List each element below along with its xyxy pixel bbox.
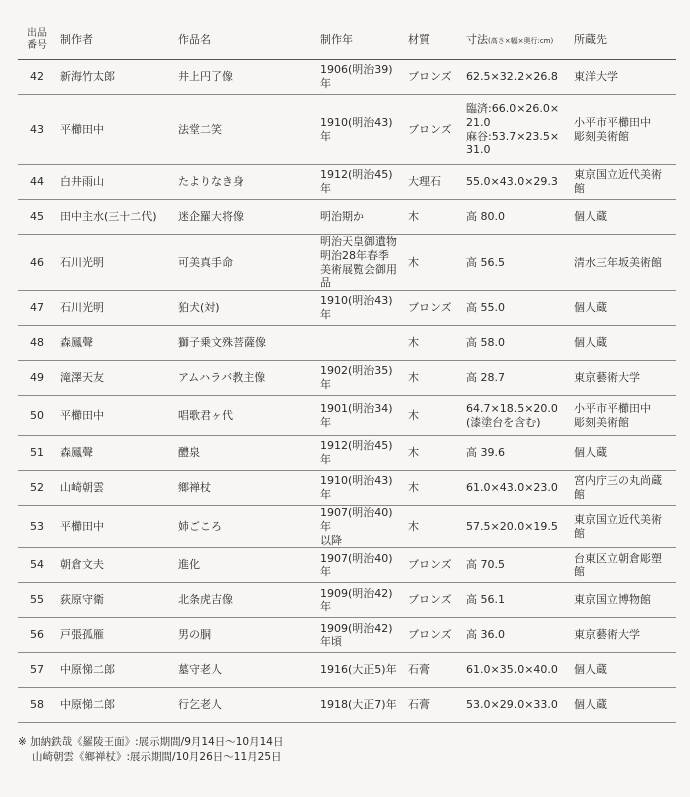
cell-title: 墓守老人	[174, 653, 316, 688]
cell-material: ブロンズ	[404, 548, 462, 583]
cell-year: 明治期か	[316, 200, 404, 235]
exhibit-table	[18, 22, 676, 723]
header-dimensions	[462, 22, 570, 60]
header-owner: 所蔵先	[570, 22, 676, 60]
cell-title: 醴泉	[174, 436, 316, 471]
cell-year: 1907(明治40)年	[316, 548, 404, 583]
cell-title: 井上円了像	[174, 60, 316, 95]
cell-year: 1910(明治43)年	[316, 291, 404, 326]
cell-dimensions: 55.0×43.0×29.3	[462, 165, 570, 200]
cell-dimensions: 高 56.5	[462, 235, 570, 291]
cell-num: 43	[18, 95, 56, 165]
header-dimensions-note: (高さ×幅×奥行:cm)	[488, 37, 554, 46]
cell-artist: 平櫛田中	[56, 506, 174, 548]
cell-num: 57	[18, 653, 56, 688]
cell-owner: 個人蔵	[570, 326, 676, 361]
cell-owner: 個人蔵	[570, 688, 676, 723]
cell-year: 1909(明治42)年	[316, 583, 404, 618]
note-line: 山崎朝雲《鄉禅杖》:展示期間/10月26日〜11月25日	[32, 751, 282, 764]
cell-artist: 朝倉文夫	[56, 548, 174, 583]
cell-artist: 中原悌二郎	[56, 653, 174, 688]
cell-artist: 新海竹太郎	[56, 60, 174, 95]
cell-artist: 石川光明	[56, 235, 174, 291]
cell-owner: 東京国立博物館	[570, 583, 676, 618]
table-header-row	[18, 22, 676, 60]
cell-title: 迷企羅大将像	[174, 200, 316, 235]
cell-num: 58	[18, 688, 56, 723]
cell-dimensions: 62.5×32.2×26.8	[462, 60, 570, 95]
cell-title: アムハラバ教主像	[174, 361, 316, 396]
cell-material: 木	[404, 361, 462, 396]
cell-num: 48	[18, 326, 56, 361]
cell-owner: 個人蔵	[570, 436, 676, 471]
cell-artist: 戸張孤雁	[56, 618, 174, 653]
table-row	[18, 618, 676, 653]
cell-owner: 個人蔵	[570, 291, 676, 326]
cell-artist: 中原悌二郎	[56, 688, 174, 723]
cell-material: 石膏	[404, 688, 462, 723]
cell-title: 北条虎吉像	[174, 583, 316, 618]
cell-material: 木	[404, 396, 462, 436]
table-row	[18, 548, 676, 583]
table-row	[18, 653, 676, 688]
cell-dimensions: 61.0×43.0×23.0	[462, 471, 570, 506]
cell-year: 1907(明治40)年 以降	[316, 506, 404, 548]
table-row	[18, 95, 676, 165]
cell-artist: 荻原守衛	[56, 583, 174, 618]
cell-artist: 森鳳聲	[56, 436, 174, 471]
table-row	[18, 165, 676, 200]
cell-year: 1909(明治42)年頃	[316, 618, 404, 653]
note-line: ※ 加納鉄哉《羅陵王面》:展示期間/9月14日〜10月14日	[18, 736, 284, 749]
table-row	[18, 235, 676, 291]
cell-year: 1901(明治34)年	[316, 396, 404, 436]
cell-year: 1918(大正7)年	[316, 688, 404, 723]
cell-dimensions: 高 80.0	[462, 200, 570, 235]
cell-owner: 宮内庁三の丸尚蔵館	[570, 471, 676, 506]
cell-artist: 山崎朝雲	[56, 471, 174, 506]
cell-num: 42	[18, 60, 56, 95]
cell-dimensions: 高 39.6	[462, 436, 570, 471]
cell-title: 男の胴	[174, 618, 316, 653]
cell-title: 鄉禅杖	[174, 471, 316, 506]
table-row	[18, 396, 676, 436]
cell-dimensions: 臨済:66.0×26.0× 21.0 麻谷:53.7×23.5× 31.0	[462, 95, 570, 165]
cell-material: 石膏	[404, 653, 462, 688]
cell-dimensions: 高 56.1	[462, 583, 570, 618]
cell-material: 木	[404, 326, 462, 361]
cell-year	[316, 326, 404, 361]
cell-num: 49	[18, 361, 56, 396]
cell-owner: 東京藝術大学	[570, 361, 676, 396]
cell-owner: 東洋大学	[570, 60, 676, 95]
table-row	[18, 506, 676, 548]
cell-material: ブロンズ	[404, 618, 462, 653]
header-artist: 制作者	[56, 22, 174, 60]
cell-title: 行乞老人	[174, 688, 316, 723]
cell-material: 木	[404, 471, 462, 506]
cell-num: 52	[18, 471, 56, 506]
header-material: 材質	[404, 22, 462, 60]
table-row	[18, 583, 676, 618]
table-row	[18, 326, 676, 361]
cell-owner: 東京国立近代美術館	[570, 165, 676, 200]
table-row	[18, 60, 676, 95]
cell-dimensions: 高 28.7	[462, 361, 570, 396]
catalog-page	[18, 22, 676, 766]
cell-year: 1910(明治43)年	[316, 95, 404, 165]
cell-num: 45	[18, 200, 56, 235]
cell-owner: 個人蔵	[570, 200, 676, 235]
cell-title: 姉ごころ	[174, 506, 316, 548]
cell-material: 木	[404, 200, 462, 235]
cell-artist: 石川光明	[56, 291, 174, 326]
table-row	[18, 291, 676, 326]
cell-year: 1916(大正5)年	[316, 653, 404, 688]
cell-owner: 台東区立朝倉彫塑館	[570, 548, 676, 583]
cell-artist: 白井雨山	[56, 165, 174, 200]
cell-title: 獅子乗文殊菩薩像	[174, 326, 316, 361]
cell-owner: 東京国立近代美術館	[570, 506, 676, 548]
header-year: 制作年	[316, 22, 404, 60]
cell-year: 1910(明治43)年	[316, 471, 404, 506]
cell-title: 狛犬(対)	[174, 291, 316, 326]
table-row	[18, 436, 676, 471]
cell-year: 明治天皇御遺物 明治28年春季 美術展覧会御用品	[316, 235, 404, 291]
cell-material: 木	[404, 235, 462, 291]
cell-num: 54	[18, 548, 56, 583]
cell-year: 1912(明治45)年	[316, 436, 404, 471]
cell-title: 法堂二笑	[174, 95, 316, 165]
cell-material: ブロンズ	[404, 291, 462, 326]
cell-title: 可美真手命	[174, 235, 316, 291]
cell-dimensions: 64.7×18.5×20.0 (漆塗台を含む)	[462, 396, 570, 436]
cell-year: 1912(明治45)年	[316, 165, 404, 200]
cell-num: 46	[18, 235, 56, 291]
cell-owner: 小平市平櫛田中 彫刻美術館	[570, 95, 676, 165]
cell-num: 55	[18, 583, 56, 618]
cell-dimensions: 61.0×35.0×40.0	[462, 653, 570, 688]
cell-year: 1902(明治35)年	[316, 361, 404, 396]
cell-dimensions: 57.5×20.0×19.5	[462, 506, 570, 548]
cell-dimensions: 高 58.0	[462, 326, 570, 361]
cell-artist: 平櫛田中	[56, 95, 174, 165]
table-row	[18, 200, 676, 235]
header-num: 出品 番号	[18, 22, 56, 60]
cell-material: ブロンズ	[404, 95, 462, 165]
cell-owner: 清水三年坂美術館	[570, 235, 676, 291]
cell-title: 唱歌君ヶ代	[174, 396, 316, 436]
cell-artist: 平櫛田中	[56, 396, 174, 436]
cell-year: 1906(明治39)年	[316, 60, 404, 95]
cell-artist: 田中主水(三十二代)	[56, 200, 174, 235]
cell-dimensions: 高 36.0	[462, 618, 570, 653]
cell-num: 51	[18, 436, 56, 471]
table-row	[18, 688, 676, 723]
header-title: 作品名	[174, 22, 316, 60]
header-dimensions-label: 寸法	[466, 33, 488, 47]
cell-num: 53	[18, 506, 56, 548]
cell-dimensions: 高 55.0	[462, 291, 570, 326]
cell-material: ブロンズ	[404, 60, 462, 95]
cell-material: ブロンズ	[404, 583, 462, 618]
cell-dimensions: 53.0×29.0×33.0	[462, 688, 570, 723]
cell-dimensions: 高 70.5	[462, 548, 570, 583]
cell-material: 大理石	[404, 165, 462, 200]
cell-num: 56	[18, 618, 56, 653]
cell-artist: 森鳳聲	[56, 326, 174, 361]
cell-num: 47	[18, 291, 56, 326]
cell-material: 木	[404, 436, 462, 471]
cell-title: たよりなき身	[174, 165, 316, 200]
cell-num: 50	[18, 396, 56, 436]
cell-artist: 滝澤天友	[56, 361, 174, 396]
table-row	[18, 361, 676, 396]
cell-num: 44	[18, 165, 56, 200]
cell-owner: 小平市平櫛田中 彫刻美術館	[570, 396, 676, 436]
cell-title: 進化	[174, 548, 316, 583]
cell-material: 木	[404, 506, 462, 548]
cell-owner: 東京藝術大学	[570, 618, 676, 653]
cell-owner: 個人蔵	[570, 653, 676, 688]
table-row	[18, 471, 676, 506]
exhibit-notes	[18, 735, 676, 765]
